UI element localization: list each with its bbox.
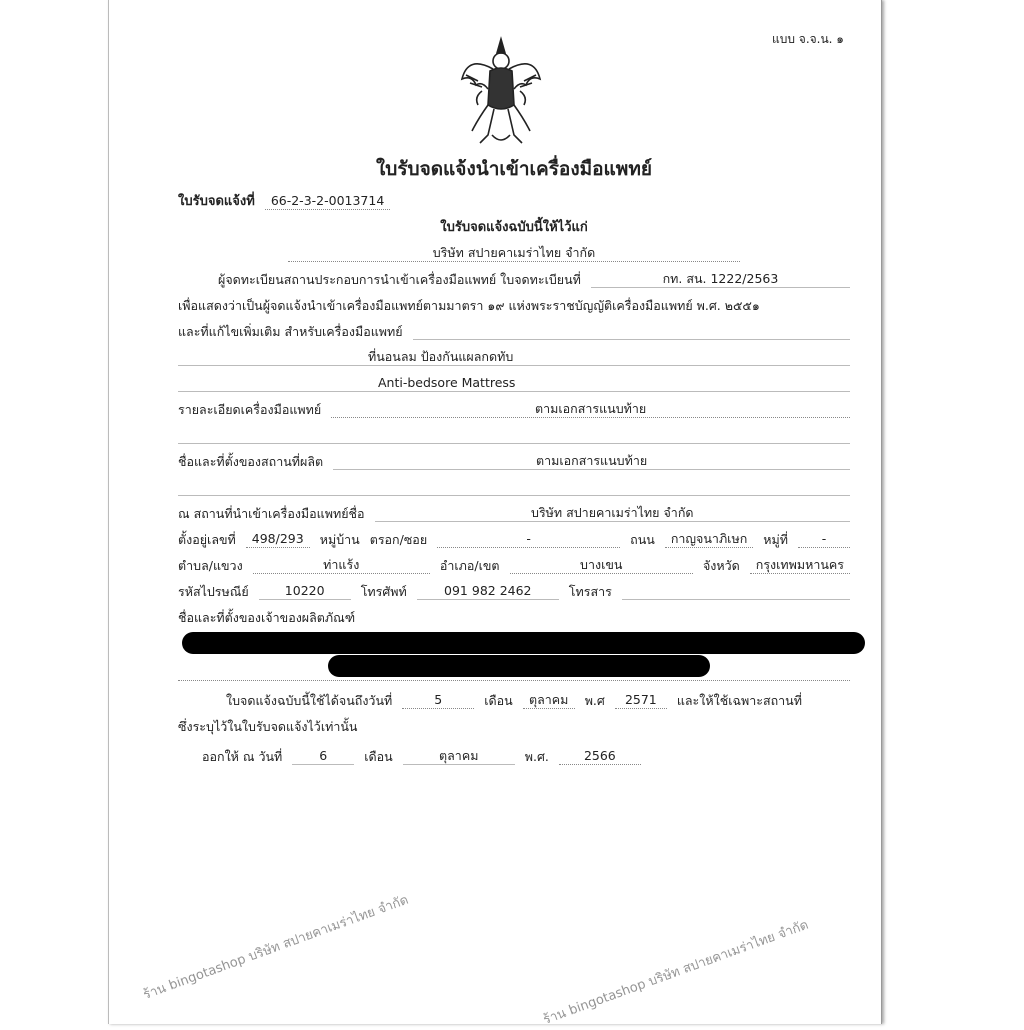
issued-year: 2566 bbox=[559, 748, 641, 765]
issued-to-heading: ใบรับจดแจ้งฉบับนี้ให้ไว้แก่ bbox=[440, 219, 588, 235]
soi-label: ตรอก/ซอย bbox=[369, 532, 428, 548]
owner-label: ชื่อและที่ตั้งของเจ้าของผลิตภัณฑ์ bbox=[178, 610, 356, 626]
device-name-thai: ที่นอนลม ป้องกันแผลกดทับ bbox=[178, 349, 850, 366]
statement-line-2: และที่แก้ไขเพิ่มเติม สำหรับเครื่องมือแพทย์ bbox=[178, 324, 403, 340]
address-no-label: ตั้งอยู่เลขที่ bbox=[178, 532, 236, 548]
details-label: รายละเอียดเครื่องมือแพทย์ bbox=[178, 402, 322, 418]
registration-number: 66-2-3-2-0013714 bbox=[265, 193, 390, 210]
road-value: กาญจนาภิเษก bbox=[665, 531, 753, 548]
license-label: ผู้จดทะเบียนสถานประกอบการนำเข้าเครื่องมือแพทย์ ใบจดทะเบียนที่ bbox=[218, 272, 581, 288]
watermark-text: ร้าน bingotashop บริษัท สปายคาเมร่าไทย จำกัด bbox=[141, 892, 411, 1003]
issued-day: 6 bbox=[292, 748, 354, 765]
subdistrict-label: ตำบล/แขวง bbox=[178, 558, 243, 574]
garuda-emblem-icon bbox=[458, 35, 544, 147]
address-no: 498/293 bbox=[246, 531, 310, 548]
fax-label: โทรสาร bbox=[568, 584, 612, 600]
moo-label: หมู่ที่ bbox=[763, 532, 788, 548]
registration-label: ใบรับจดแจ้งที่ bbox=[178, 193, 255, 209]
manufacturer-label: ชื่อและที่ตั้งของสถานที่ผลิต bbox=[178, 454, 324, 470]
phone-value: 091 982 2462 bbox=[417, 583, 559, 600]
issued-year-label: พ.ศ. bbox=[524, 749, 549, 765]
validity-line-2: ซึ่งระบุไว้ในใบรับจดแจ้งไว้เท่านั้น bbox=[178, 719, 358, 735]
form-code: แบบ จ.จ.น. ๑ bbox=[772, 32, 844, 46]
province-label: จังหวัด bbox=[702, 558, 740, 574]
document-body bbox=[178, 158, 850, 771]
importer-value: บริษัท สปายคาเมร่าไทย จำกัด bbox=[375, 505, 850, 522]
watermark-text: ร้าน bingotashop บริษัท สปายคาเมร่าไทย จำกัด bbox=[541, 917, 811, 1028]
fax-value bbox=[622, 599, 850, 600]
validity-month-label: เดือน bbox=[484, 693, 513, 709]
document-title: ใบรับจดแจ้งนำเข้าเครื่องมือแพทย์ bbox=[375, 158, 652, 180]
issued-prefix: ออกให้ ณ วันที่ bbox=[202, 749, 283, 765]
soi-value: - bbox=[437, 531, 620, 548]
validity-suffix: และให้ใช้เฉพาะสถานที่ bbox=[676, 693, 802, 709]
phone-label: โทรศัพท์ bbox=[360, 584, 407, 600]
manufacturer-value: ตามเอกสารแนบท้าย bbox=[333, 453, 850, 470]
issued-month: ตุลาคม bbox=[403, 748, 515, 765]
district-label: อำเภอ/เขต bbox=[439, 558, 500, 574]
redaction-mark bbox=[328, 655, 710, 677]
validity-year: 2571 bbox=[615, 692, 667, 709]
device-name-english: Anti-bedsore Mattress bbox=[178, 375, 850, 392]
validity-day: 5 bbox=[402, 692, 474, 709]
subdistrict-value: ท่าแร้ง bbox=[253, 557, 430, 574]
road-label: ถนน bbox=[630, 532, 655, 548]
details-value: ตามเอกสารแนบท้าย bbox=[331, 401, 850, 418]
postcode-label: รหัสไปรษณีย์ bbox=[178, 584, 249, 600]
village-label: หมู่บ้าน bbox=[319, 532, 360, 548]
redaction-mark bbox=[182, 632, 865, 654]
company-name: บริษัท สปายคาเมร่าไทย จำกัด bbox=[288, 245, 740, 262]
statement-line-1: เพื่อแสดงว่าเป็นผู้จดแจ้งนำเข้าเครื่องมือแพทย์ตามมาตรา ๑๙ แห่งพระราชบัญญัติเครื่องมือแพทย์ พ.ศ. ๒๕๕๑ bbox=[178, 298, 760, 314]
postcode-value: 10220 bbox=[259, 583, 351, 600]
owner-redacted-area bbox=[178, 632, 850, 681]
validity-year-label: พ.ศ bbox=[584, 693, 605, 709]
license-number: กท. สน. 1222/2563 bbox=[591, 271, 850, 288]
validity-month: ตุลาคม bbox=[523, 692, 575, 709]
issued-month-label: เดือน bbox=[364, 749, 393, 765]
importer-label: ณ สถานที่นำเข้าเครื่องมือแพทย์ชื่อ bbox=[178, 506, 365, 522]
validity-prefix: ใบจดแจ้งฉบับนี้ใช้ได้จนถึงวันที่ bbox=[226, 693, 393, 709]
district-value: บางเขน bbox=[510, 557, 693, 574]
moo-value: - bbox=[798, 531, 850, 548]
province-value: กรุงเทพมหานคร bbox=[750, 557, 850, 574]
